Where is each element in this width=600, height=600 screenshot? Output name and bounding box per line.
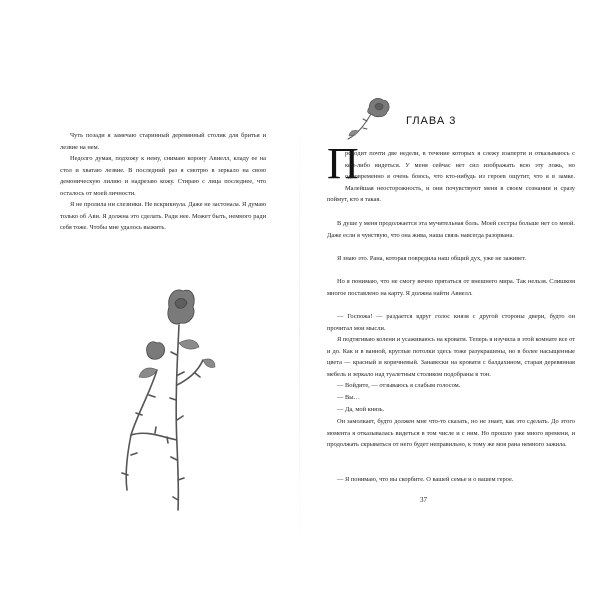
right-paragraph-5: — Госпожа! — раздается вдруг голос князя с другой стороны двери, будто он прочитал мои мысли. [327,313,575,332]
left-paragraph-2: Недолго думая, подхожу к нему, снимаю корону Авиелл, кладу ее на стол и хватаю лезвие. В последний раз я смотрю в зеркало на свою демоническую лилию и надрезаю кожу. Стираю с лица последнее, что осталось от моей личности. [60,155,266,197]
first-paragraph-text: роходит почти две недели, в течение которых я слежу взаперти и отказываюсь с кем-либо видеться. У меня сейчас нет сил изображать всю эту ложь, но одновременно я очень боюсь, что кто-нибудь из героев ощутит, что я в замке. Малейшая неосторожность, и они почувствуют меня в своем сознании и сразу поймут, кто я такая. [327,150,575,204]
right-paragraph-8: — Вы… [337,394,360,401]
right-paragraph-3: Я знаю это. Рана, которая повредила наш общий дух, уже не заживет. [337,255,527,262]
chapter-title: ГЛАВА 3 [406,115,457,127]
right-paragraph-11: — Я понимаю, что вы скорбите. О вашей семье и о вашем герое. [337,476,514,483]
left-page [22,90,292,570]
page-number: 37 [420,496,427,504]
right-paragraph-2: В душе у меня продолжается эта мучительная боль. Моей сестры больше нет со мной. Даже если я чувствую, что она жива, наша связь навсегда разорвана. [327,220,575,239]
right-paragraph-6: Я подтягиваю колени и усаживаюсь на кровати. Теперь я изучила в этой комнате все от и до. Как и в ванной, круглые потолки здесь тоже разукрашены, но в более насыщенные цвета — красный и коричневый. Занавески на кровати с балдахином, старая деревянная мебель и зеркало над туалетным столиком подобраны в тон. [327,336,575,378]
left-paragraph-3: Я не пролила ни слезинки. Не вскрикнула. Даже не застонала. Я думаю только об Ави. Я должна это сделать. Ради нее. Может быть, немного ради себя тоже. Чтобы мне удалось выжить. [60,201,266,232]
rose-ornament-icon [343,94,393,144]
right-paragraph-10: Он замолкает, будто должен мне что-то сказать, но не знает, как это сделать. До этого момента я отказывалась видеться в том числе и с ним. Но прошло уже много времени, и продолжать скрываться от него будет неправильно, к тому же моя рана немного зажила. [327,418,575,449]
thorny-rose-illustration [117,265,217,515]
drop-cap: П [327,139,359,188]
page-gutter [299,90,300,570]
right-paragraph-4: Но я понимаю, что не смогу вечно прятаться от внешнего мира. Так нельзя. Слишком многое поставлено на карту. Я должна найти Авиелл. [327,278,575,297]
right-paragraph-9: — Да, мой князь. [337,406,385,413]
right-paragraph-7: — Войдите, — отзываюсь я слабым голосом. [337,382,461,389]
right-page [303,90,579,570]
left-paragraph-1: Чуть позади я замечаю старинный деревянный столик для бритья и лезвие на нем. [60,132,266,151]
chapter-first-paragraph [327,148,575,206]
